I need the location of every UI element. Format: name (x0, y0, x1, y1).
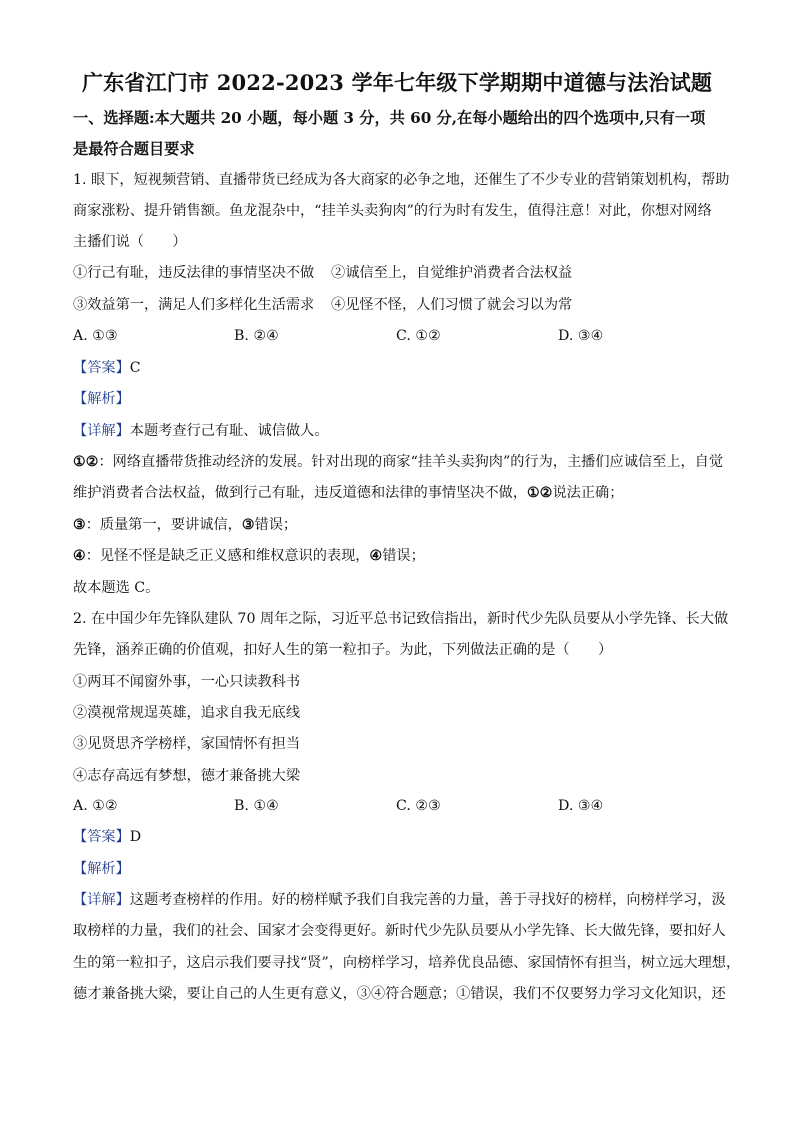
answer-value: C (129, 360, 141, 376)
section-heading-line2: 是最符合题目要求 (73, 140, 195, 158)
q2-stem-line2: 先锋，涵养正确的价值观，扣好人生的第一粒扣子。为此，下列做法正确的是（ ） (73, 642, 613, 658)
q2-analysis-tag: 【解析】 (73, 861, 130, 877)
explain-marker: ①② (527, 485, 553, 501)
q2-statement-4: ④志存高远有梦想，德才兼备挑大梁 (73, 768, 301, 784)
q1-stem-line1: 1. 眼下，短视频营销、直播带货已经成为各大商家的必争之地，还催生了不少专业的营销策划机构，帮助 (73, 172, 730, 188)
q1-option-d: D. ③④ (558, 328, 604, 344)
explain-marker: ④ (369, 548, 383, 564)
q2-statement-3: ③见贤思齐学榜样，家国情怀有担当 (73, 736, 301, 752)
q1-explain-1b (73, 483, 623, 503)
q1-stem-line3: 主播们说（ ） (73, 234, 187, 250)
explain-text: 错误； (382, 548, 425, 564)
answer-tag: 【答案】 (73, 360, 130, 376)
q2-detail-line2: 取榜样的力量，我们的社会、国家才会变得更好。新时代少先队员要从小学先锋、长大做先锋，要扣好人 (73, 923, 726, 939)
explain-text: 说法正确； (552, 485, 624, 501)
q1-statement-1: ①行己有耻，违反法律的事情坚决不做 (73, 265, 315, 281)
q1-option-b: B. ②④ (234, 328, 279, 344)
explain-text: ：见怪不怪是缺乏正义感和维权意识的表现， (85, 548, 370, 564)
q2-answer (73, 827, 141, 847)
q1-option-c: C. ①② (396, 328, 441, 344)
q2-detail-line4: 德才兼备挑大梁，要让自己的人生更有意义，③④符合题意；①错误，我们不仅要努力学习文化知识，还 (73, 986, 726, 1002)
q1-analysis-tag: 【解析】 (73, 391, 130, 407)
q2-option-a: A. ①② (73, 798, 118, 814)
q1-statement-3: ③效益第一，满足人们多样化生活需求 (73, 297, 315, 313)
q1-option-a: A. ①③ (73, 328, 118, 344)
explain-marker: ③ (241, 517, 255, 533)
explain-text: ：网络直播带货推动经济的发展。针对出现的商家“挂羊头卖狗肉”的行为，主播们应诚信至上，自觉 (98, 454, 724, 470)
q1-answer (73, 358, 141, 378)
q1-explain-2 (73, 515, 297, 535)
q2-option-c: C. ②③ (396, 798, 441, 814)
detail-text: 本题考查行己有耻、诚信做人。 (129, 423, 329, 439)
q2-detail-line1 (73, 890, 726, 910)
q2-stem-line1: 2. 在中国少年先锋队建队 70 周年之际，习近平总书记致信指出，新时代少先队员要从小学先锋、长大做 (73, 611, 729, 627)
page-title: 广东省江门市 2022-2023 学年七年级下学期期中道德与法治试题 (81, 70, 713, 95)
answer-value: D (129, 829, 142, 845)
q2-statement-2: ②漠视常规逞英雄，追求自我无底线 (73, 705, 301, 721)
q1-conclusion: 故本题选 C。 (73, 580, 160, 596)
explain-text: 错误； (254, 517, 298, 533)
explain-marker: ③ (73, 517, 86, 533)
q1-explain-1a (73, 452, 723, 472)
explain-text: ：质量第一，要讲诚信， (85, 517, 242, 533)
detail-tag: 【详解】 (73, 892, 130, 908)
explain-marker: ①② (73, 454, 99, 470)
q1-statement-2: ②诚信至上，自觉维护消费者合法权益 (331, 265, 573, 281)
detail-tag: 【详解】 (73, 423, 130, 439)
q1-stem-line2: 商家涨粉、提升销售额。鱼龙混杂中，“挂羊头卖狗肉”的行为时有发生，值得注意！对此，你想对网络 (73, 203, 712, 219)
q2-statement-1: ①两耳不闻窗外事，一心只读教科书 (73, 674, 301, 690)
explain-text: 维护消费者合法权益，做到行己有耻，违反道德和法律的事情坚决不做， (73, 485, 528, 501)
q2-option-b: B. ①④ (234, 798, 279, 814)
explain-marker: ④ (73, 548, 86, 564)
section-heading-line1: 一、选择题:本大题共 20 小题，每小题 3 分，共 60 分,在每小题给出的四个选项中,只有一项 (73, 109, 706, 127)
q1-statement-4: ④见怪不怪，人们习惯了就会习以为常 (331, 297, 573, 313)
detail-text: 这题考查榜样的作用。好的榜样赋予我们自我完善的力量，善于寻找好的榜样，向榜样学习，汲 (129, 892, 726, 908)
section-heading (73, 103, 733, 165)
q1-detail (73, 421, 328, 441)
answer-tag: 【答案】 (73, 829, 130, 845)
q2-detail-line3: 生的第一粒扣子，这启示我们要寻找“贤”，向榜样学习，培养优良品德、家国情怀有担当，树立远大理想， (73, 955, 741, 971)
q1-explain-3 (73, 546, 425, 566)
q2-option-d: D. ③④ (558, 798, 604, 814)
